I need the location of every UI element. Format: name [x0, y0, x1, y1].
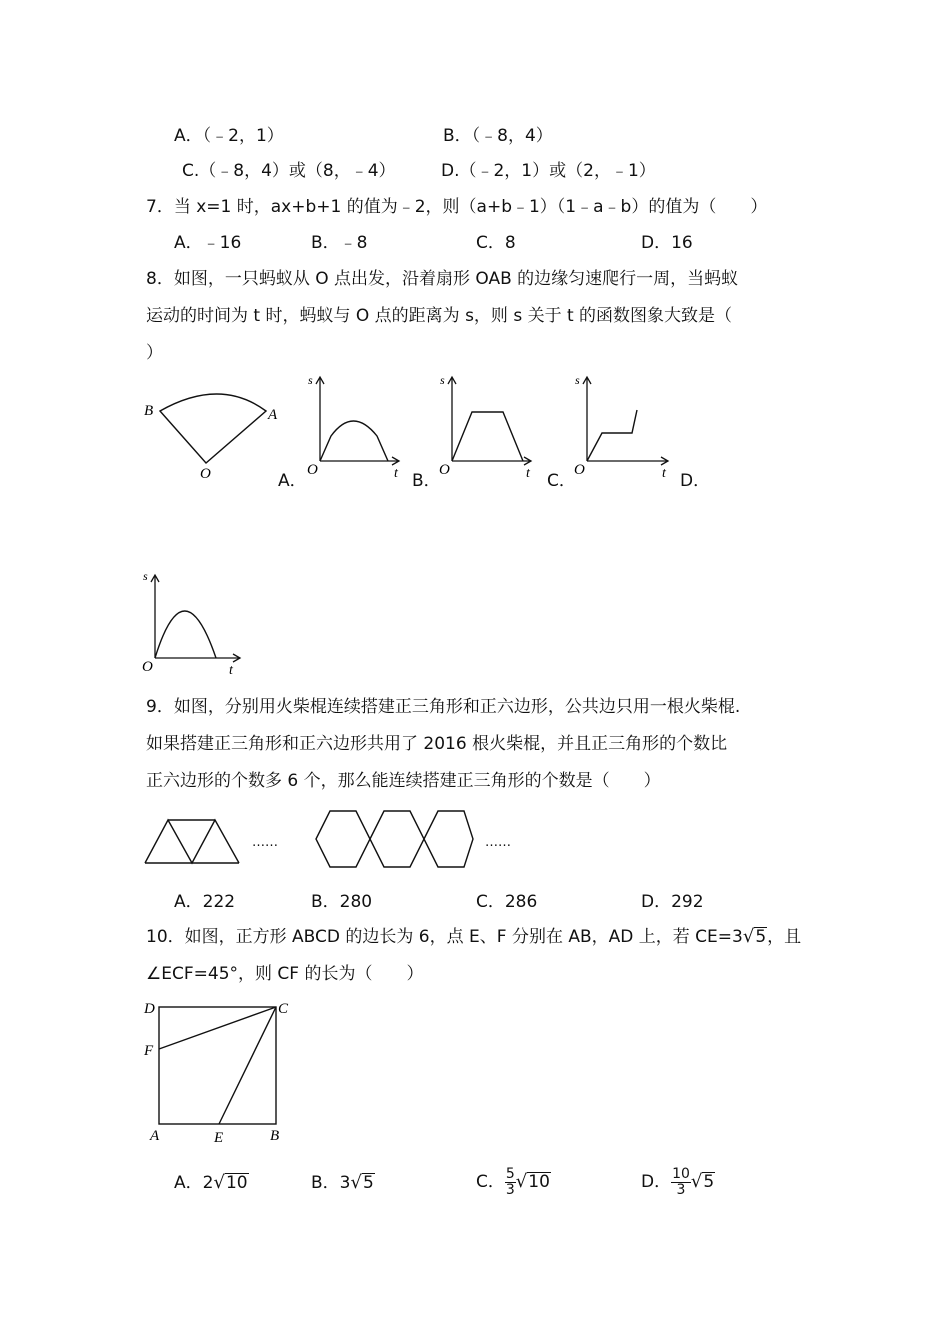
- q7-option-c: C．8: [476, 233, 516, 253]
- svg-text:t: t: [394, 466, 398, 481]
- graph-b-label: B．: [412, 471, 441, 491]
- sector-outline: [160, 394, 266, 463]
- svg-text:s: s: [440, 373, 445, 387]
- q10-option-a: A．2√10: [174, 1172, 248, 1193]
- q7-option-b: B．﹣8: [311, 233, 368, 253]
- square-label-b: B: [270, 1128, 280, 1144]
- q9-option-d: D．292: [641, 892, 704, 912]
- svg-text:s: s: [143, 569, 148, 583]
- graph-a-label: A．: [278, 471, 307, 491]
- triangles-figure: [143, 818, 248, 866]
- q8-stem-line2: 运动的时间为 t 时，蚂蚁与 O 点的距离为 s，则 s 关于 t 的函数图象大致是（: [146, 306, 733, 326]
- square-figure: [140, 998, 300, 1148]
- q10-option-c: C． $\frac{5}{3}$ √10: [476, 1165, 550, 1198]
- q9-option-c: C．286: [476, 892, 538, 912]
- svg-text:O: O: [142, 659, 153, 675]
- graph-b: [437, 372, 537, 482]
- graph-d: [140, 570, 250, 680]
- triangles-dots: ……: [252, 835, 278, 850]
- q7-option-a: A．﹣16: [174, 233, 242, 253]
- q9-option-a: A．222: [174, 892, 236, 912]
- q9-stem-line3: 正六边形的个数多 6 个，那么能连续搭建正三角形的个数是（ ）: [146, 771, 661, 791]
- svg-text:O: O: [307, 462, 318, 478]
- sector-figure: [140, 385, 290, 485]
- q10-radicand: 5: [755, 927, 767, 947]
- svg-text:t: t: [526, 466, 530, 481]
- square-label-d: D: [144, 1001, 155, 1017]
- svg-text:s: s: [575, 373, 580, 387]
- square-label-f: F: [144, 1043, 154, 1059]
- square-label-e: E: [214, 1130, 224, 1146]
- graph-c: [572, 372, 672, 482]
- q6-option-b: B．（﹣8，4）: [443, 126, 553, 146]
- q6-option-a: A．（﹣2，1）: [174, 126, 284, 146]
- svg-text:t: t: [662, 466, 666, 481]
- q6-option-d: D.（﹣2，1）或（2，﹣1）: [441, 161, 656, 181]
- svg-text:t: t: [229, 663, 233, 678]
- q9-stem-line1: 9．如图，分别用火柴棍连续搭建正三角形和正六边形，公共边只用一根火柴棍.: [146, 697, 741, 717]
- svg-text:O: O: [574, 462, 585, 478]
- graph-d-label: D．: [680, 471, 711, 491]
- q8-stem-line1: 8．如图，一只蚂蚁从 O 点出发，沿着扇形 OAB 的边缘匀速爬行一周，当蚂蚁: [146, 269, 739, 289]
- hexagons-figure: [312, 808, 477, 870]
- svg-text:s: s: [308, 373, 313, 387]
- sector-label-a: A: [268, 407, 278, 423]
- q10-stem-line1: 10．如图，正方形 ABCD 的边长为 6，点 E、F 分别在 AB，AD 上，若 CE=3√5，且: [146, 926, 802, 947]
- q6-option-c: C.（﹣8，4）或（8，﹣4）: [182, 161, 396, 181]
- sector-label-b: B: [144, 403, 154, 419]
- hexagons-dots: ……: [485, 835, 511, 850]
- graph-c-label: C．: [547, 471, 576, 491]
- graph-a: [305, 372, 405, 482]
- q7-option-d: D．16: [641, 233, 693, 253]
- q9-option-b: B．280: [311, 892, 373, 912]
- svg-text:O: O: [439, 462, 450, 478]
- q7-stem: 7．当 x=1 时，ax+b+1 的值为﹣2，则（a+b﹣1）（1﹣a﹣b）的值为（ ）: [146, 197, 768, 217]
- q10-option-d: D． $\frac{10}{3}$ √5: [641, 1165, 715, 1198]
- q9-stem-line2: 如果搭建正三角形和正六边形共用了 2016 根火柴棍，并且正三角形的个数比: [146, 734, 728, 754]
- q10-option-b: B．3√5: [311, 1172, 374, 1193]
- q8-stem-line3: ）: [146, 343, 163, 363]
- sector-label-o: O: [200, 466, 211, 482]
- square-label-c: C: [278, 1001, 289, 1017]
- q10-stem-line2: ∠ECF=45°，则 CF 的长为（ ）: [146, 964, 424, 984]
- square-label-a: A: [150, 1128, 160, 1144]
